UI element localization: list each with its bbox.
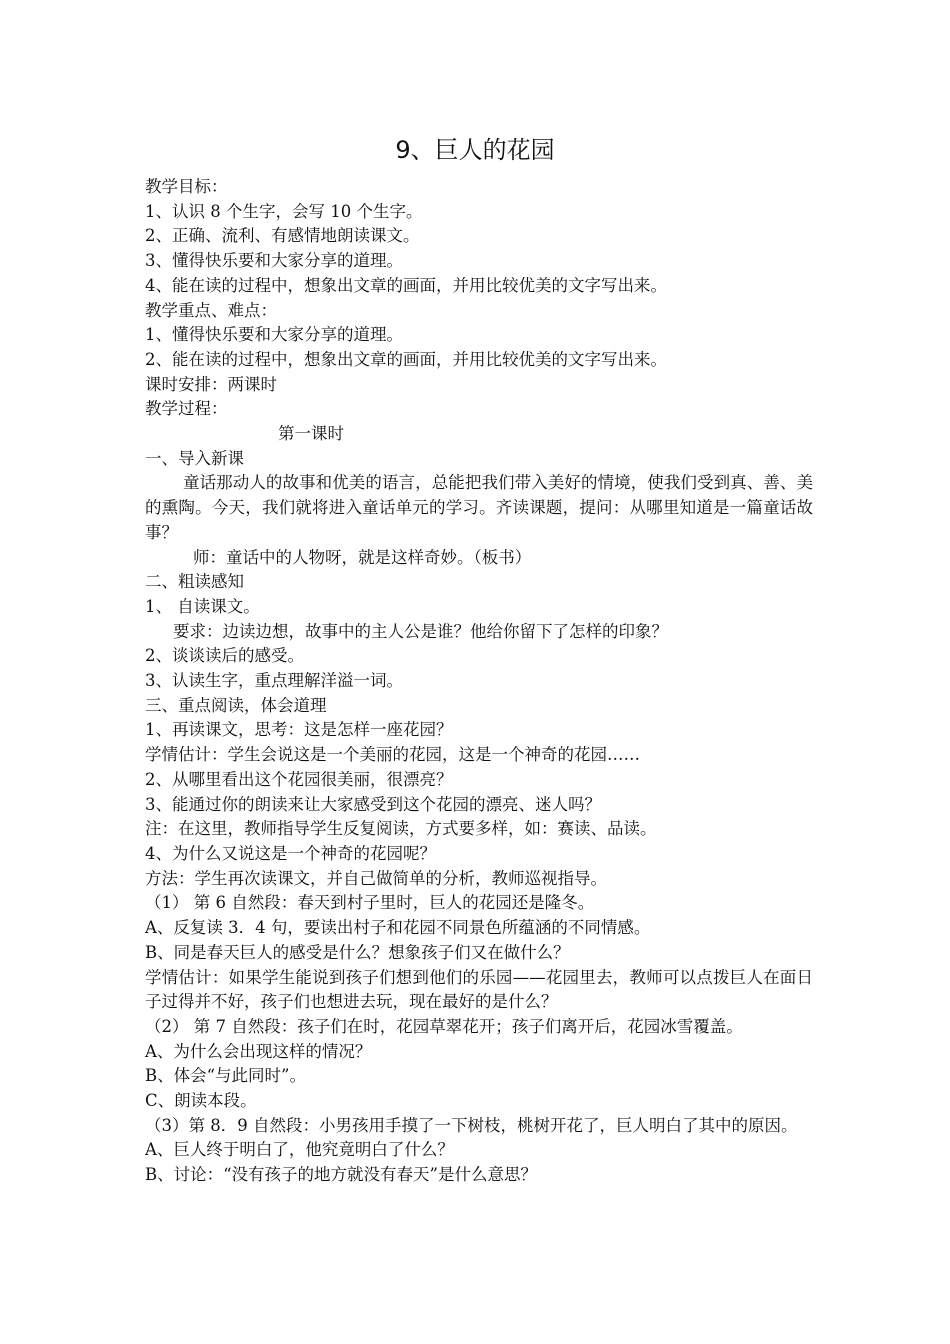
text-line: （1） 第 6 自然段：春天到村子里时，巨人的花园还是隆冬。 [145, 893, 595, 913]
section-heading: 一、导入新课 [145, 448, 244, 468]
text-line: 3、懂得快乐要和大家分享的道理。 [145, 251, 403, 271]
text-line: A、巨人终于明白了，他究竟明白了什么？ [145, 1140, 454, 1160]
section-heading: 教学目标： [145, 177, 228, 196]
text-line: 2、从哪里看出这个花园很美丽，很漂亮？ [145, 769, 453, 789]
text-line: 师：童话中的人物呀，就是这样奇妙。（板书） [193, 547, 532, 567]
paragraph: 学情估计：如果学生能说到孩子们想到他们的乐园——花园里去，教师可以点拨巨人在面日子过得并不好，孩子们也想进去玩，现在最好的是什么？ [145, 967, 813, 1012]
text-line: 方法：学生再次读课文，并自己做简单的分析，教师巡视指导。 [145, 868, 607, 888]
text-line: 1、懂得快乐要和大家分享的道理。 [145, 325, 403, 345]
text-line: 注：在这里，教师指导学生反复阅读，方式要多样，如：赛读、品读。 [145, 819, 657, 839]
text-line: B、体会“与此同时”。 [145, 1066, 306, 1086]
text-line: 4、为什么又说这是一个神奇的花园呢？ [145, 843, 436, 863]
text-line: 学情估计：学生会说这是一个美丽的花园，这是一个神奇的花园…… [145, 745, 640, 765]
text-line: 3、能通过你的朗读来让大家感受到这个花园的漂亮、迷人吗？ [145, 794, 601, 814]
paragraph: （3）第 8．9 自然段：小男孩用手摸了一下树枝，桃树开花了，巨人明白了其中的原因。 [145, 1115, 798, 1135]
document-title: 9、巨人的花园 [395, 136, 555, 164]
text-line: 1、认识 8 个生字，会写 10 个生字。 [145, 201, 423, 221]
text-line: 1、再读课文，思考：这是怎样一座花园？ [145, 720, 453, 740]
text-line: 4、能在读的过程中，想象出文章的画面，并用比较优美的文字写出来。 [145, 275, 667, 295]
text-line: A、反复读 3．4 句，要读出村子和花园不同景色所蕴涵的不同情感。 [145, 918, 651, 938]
text-line: B、同是春天巨人的感受是什么？想象孩子们又在做什么？ [145, 942, 570, 962]
text-line: B、讨论：“没有孩子的地方就没有春天”是什么意思？ [145, 1165, 537, 1185]
text-line: （2） 第 7 自然段：孩子们在时，花园草翠花开；孩子们离开后，花园冰雪覆盖。 [145, 1016, 743, 1036]
section-heading: 教学重点、难点： [145, 300, 277, 320]
text-line: 1、 自读课文。 [145, 596, 260, 616]
text-line: A、为什么会出现这样的情况？ [145, 1041, 372, 1061]
text-line: 要求：边读边想，故事中的主人公是谁？他给你留下了怎样的印象？ [173, 621, 668, 641]
section-heading: 教学过程： [145, 399, 228, 419]
section-heading: 三、重点阅读，体会道理 [145, 695, 327, 715]
text-line: C、朗读本段。 [145, 1091, 257, 1111]
text-line: 3、认读生字，重点理解洋溢一词。 [145, 671, 403, 691]
paragraph: 童话那动人的故事和优美的语言，总能把我们带入美好的情境，使我们受到真、善、美的熏陶。今天，我们就将进入童话单元的学习。齐读课题，提问：从哪里知道是一篇童话故事？ [145, 473, 813, 542]
text-line: 课时安排：两课时 [145, 374, 277, 394]
section-heading: 二、粗读感知 [145, 572, 244, 592]
lesson-heading: 第一课时 [278, 424, 344, 444]
text-line: 2、能在读的过程中，想象出文章的画面，并用比较优美的文字写出来。 [145, 349, 667, 369]
document-body [145, 175, 813, 1188]
text-line: 2、谈谈读后的感受。 [145, 646, 304, 666]
text-line: 2、正确、流利、有感情地朗读课文。 [145, 226, 420, 246]
